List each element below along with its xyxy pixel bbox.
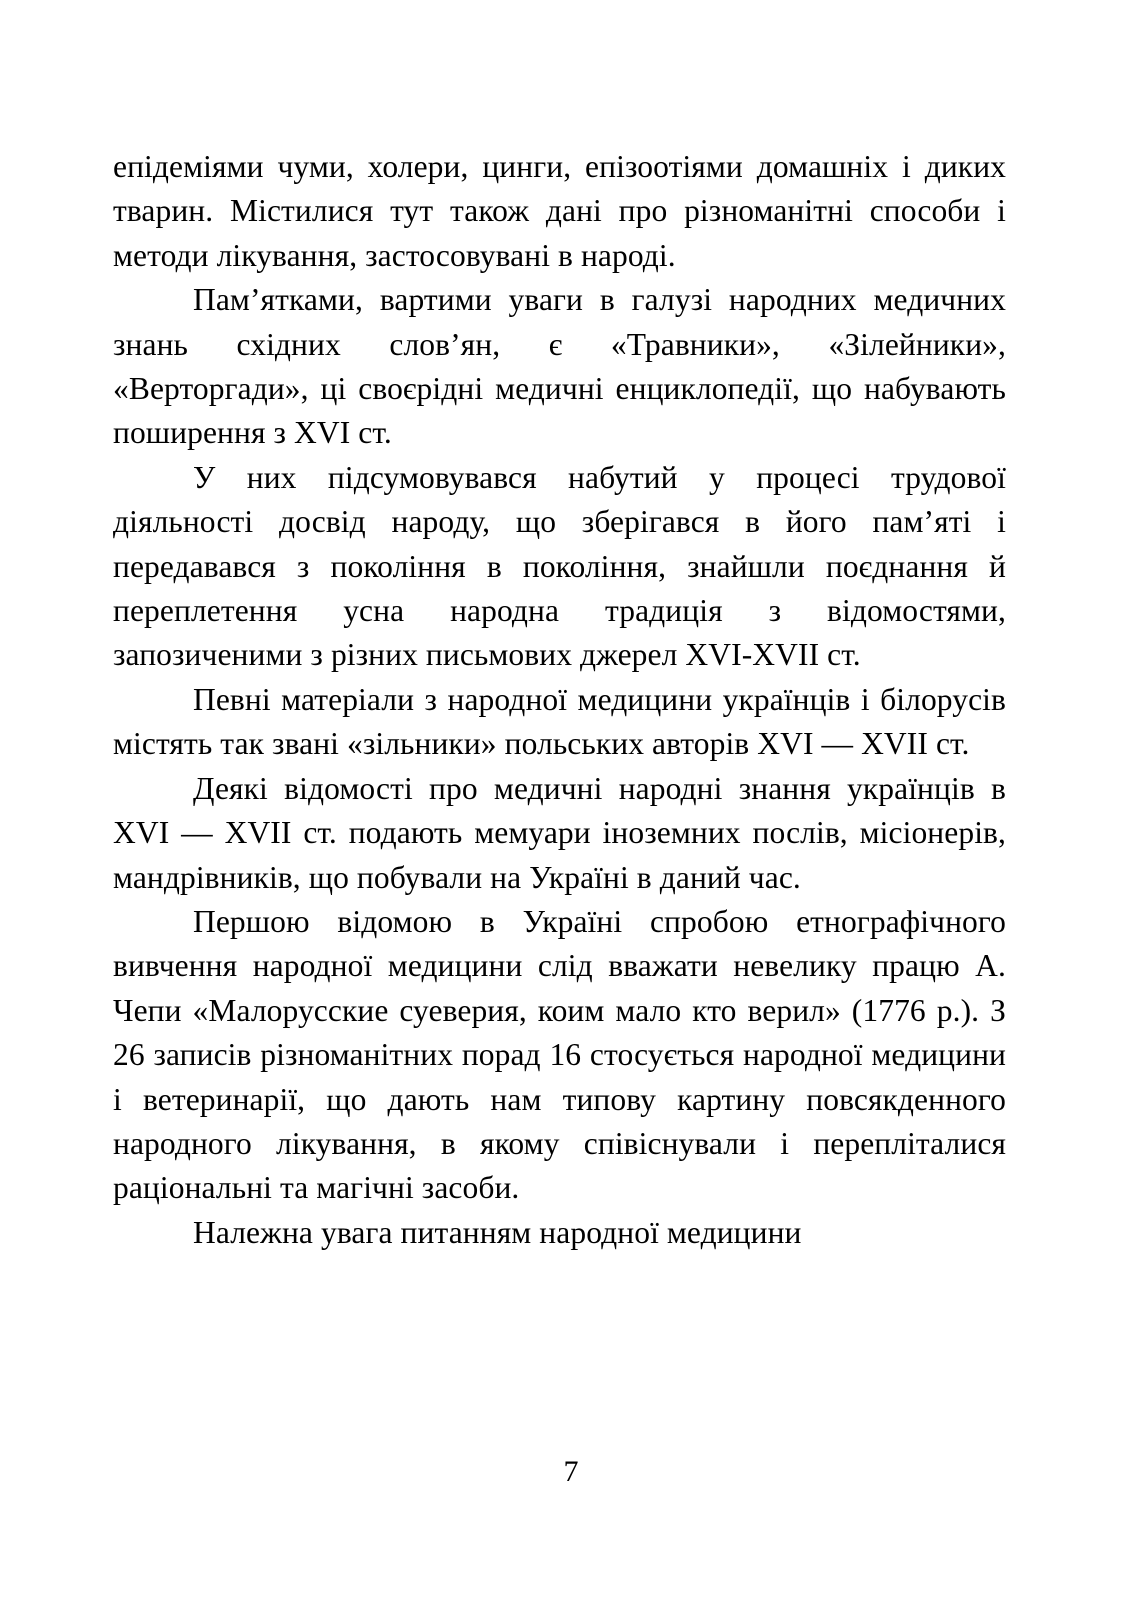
page-number: 7	[563, 1455, 579, 1488]
paragraph-1: епідеміями чуми, холери, цинги, епізоотіями домашніх і диких тварин. Містилися тут також дані про різноманітні способи і методи лікування, застосовувані в народі.	[113, 149, 1006, 273]
paragraph-4: Певні матеріали з народної медицини українців і білорусів містять так звані «зільники» польських авторів XVI — XVII ст.	[113, 681, 1006, 762]
body-text-column	[113, 145, 1006, 1255]
paragraph-6: Першою відомою в Україні спробою етнографічного вивчення народної медицини слід вважати невелику працю А. Чепи «Малорусские суеверия, коим мало кто верил» (1776 р.). З 26 записів різноманітних порад 16 стосується народної медицини і ветеринарії, що дають нам типову картину повсякденного народного лікування, в якому співіснували і перепліталися раціональні та магічні засоби.	[113, 903, 1006, 1206]
paragraph-3: У них підсумовувався набутий у процесі трудової діяльності досвід народу, що зберігався в його пам’яті і передавався з покоління в покоління, знайшли поєднання й переплетення усна народна традиція з відомостями, запозиченими з різних письмових джерел XVI-XVII ст.	[113, 459, 1006, 673]
paragraph-7: Належна увага питанням народної медицини	[193, 1214, 802, 1250]
paragraph-2: Пам’ятками, вартими уваги в галузі народних медичних знань східних слов’ян, є «Травники», «Зілейники», «Верторгади», ці своєрідні медичні енциклопедії, що набувають поширення з XVI ст.	[113, 282, 1006, 451]
paragraph-5: Деякі відомості про медичні народні знання українців в XVI — XVII ст. подають мемуари іноземних послів, місіонерів, мандрівників, що побували на Україні в даний час.	[113, 770, 1006, 895]
